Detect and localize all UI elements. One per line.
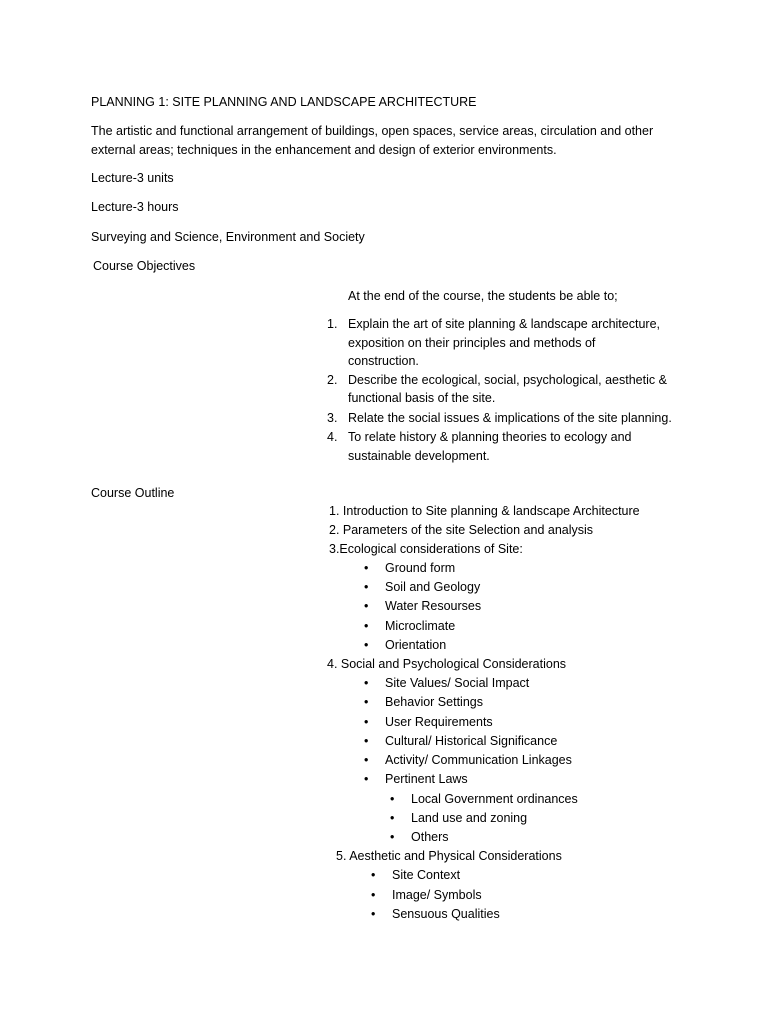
outline-bullet: Ground form <box>385 561 456 575</box>
objective-number: 3. <box>327 411 338 425</box>
outline-bullet: Behavior Settings <box>385 695 483 709</box>
outline-bullet: Pertinent Laws <box>385 772 468 786</box>
description-line-2: external areas; techniques in the enhancement and design of exterior environments. <box>91 143 557 157</box>
outline-bullet: Soil and Geology <box>385 580 481 594</box>
bullet-icon: • <box>390 830 395 844</box>
bullet-icon: • <box>390 811 395 825</box>
objective-line: Explain the art of site planning & landscape architecture, <box>348 317 660 331</box>
outline-bullet: Water Resourses <box>385 599 482 613</box>
outline-heading: Course Outline <box>91 486 175 500</box>
outline-bullet: Image/ Symbols <box>392 888 482 902</box>
outline-item-2: 2. Parameters of the site Selection and analysis <box>329 523 594 537</box>
objective-line: functional basis of the site. <box>348 391 496 405</box>
objective-line: sustainable development. <box>348 449 490 463</box>
bullet-icon: • <box>364 580 369 594</box>
outline-subbullet: Land use and zoning <box>411 811 528 825</box>
bullet-icon: • <box>364 772 369 786</box>
bullet-icon: • <box>364 734 369 748</box>
outline-item-5: 5. Aesthetic and Physical Considerations <box>336 849 562 863</box>
outline-subbullet: Others <box>411 830 449 844</box>
bullet-icon: • <box>390 792 395 806</box>
objective-number: 4. <box>327 430 338 444</box>
outline-item-4: 4. Social and Psychological Considerations <box>327 657 567 671</box>
outline-subbullet: Local Government ordinances <box>411 792 578 806</box>
bullet-icon: • <box>364 695 369 709</box>
bullet-icon: • <box>364 715 369 729</box>
outline-bullet: User Requirements <box>385 715 493 729</box>
page-title: PLANNING 1: SITE PLANNING AND LANDSCAPE ARCHITECTURE <box>91 95 477 109</box>
bullet-icon: • <box>371 907 376 921</box>
outline-bullet: Cultural/ Historical Significance <box>385 734 558 748</box>
bullet-icon: • <box>371 888 376 902</box>
objectives-intro: At the end of the course, the students be able to; <box>348 289 618 303</box>
prerequisites: Surveying and Science, Environment and Society <box>91 230 365 244</box>
objective-number: 1. <box>327 317 338 331</box>
objectives-heading: Course Objectives <box>93 259 196 273</box>
objective-number: 2. <box>327 373 338 387</box>
outline-bullet: Activity/ Communication Linkages <box>385 753 572 767</box>
objective-line: Relate the social issues & implications of the site planning. <box>348 411 672 425</box>
description-line-1: The artistic and functional arrangement of buildings, open spaces, service areas, circulation and other <box>91 124 654 138</box>
bullet-icon: • <box>364 599 369 613</box>
bullet-icon: • <box>371 868 376 882</box>
bullet-icon: • <box>364 561 369 575</box>
lecture-units: Lecture-3 units <box>91 171 174 185</box>
bullet-icon: • <box>364 638 369 652</box>
objective-line: Describe the ecological, social, psychological, aesthetic & <box>348 373 667 387</box>
bullet-icon: • <box>364 676 369 690</box>
objective-line: To relate history & planning theories to ecology and <box>348 430 632 444</box>
outline-item-1: 1. Introduction to Site planning & landscape Architecture <box>329 504 640 518</box>
objective-line: exposition on their principles and methods of <box>348 336 596 350</box>
objective-line: construction. <box>348 354 419 368</box>
bullet-icon: • <box>364 753 369 767</box>
outline-bullet: Orientation <box>385 638 447 652</box>
outline-bullet: Sensuous Qualities <box>392 907 500 921</box>
outline-bullet: Microclimate <box>385 619 456 633</box>
bullet-icon: • <box>364 619 369 633</box>
outline-bullet: Site Context <box>392 868 461 882</box>
outline-bullet: Site Values/ Social Impact <box>385 676 530 690</box>
outline-item-3: 3.Ecological considerations of Site: <box>329 542 523 556</box>
lecture-hours: Lecture-3 hours <box>91 200 179 214</box>
